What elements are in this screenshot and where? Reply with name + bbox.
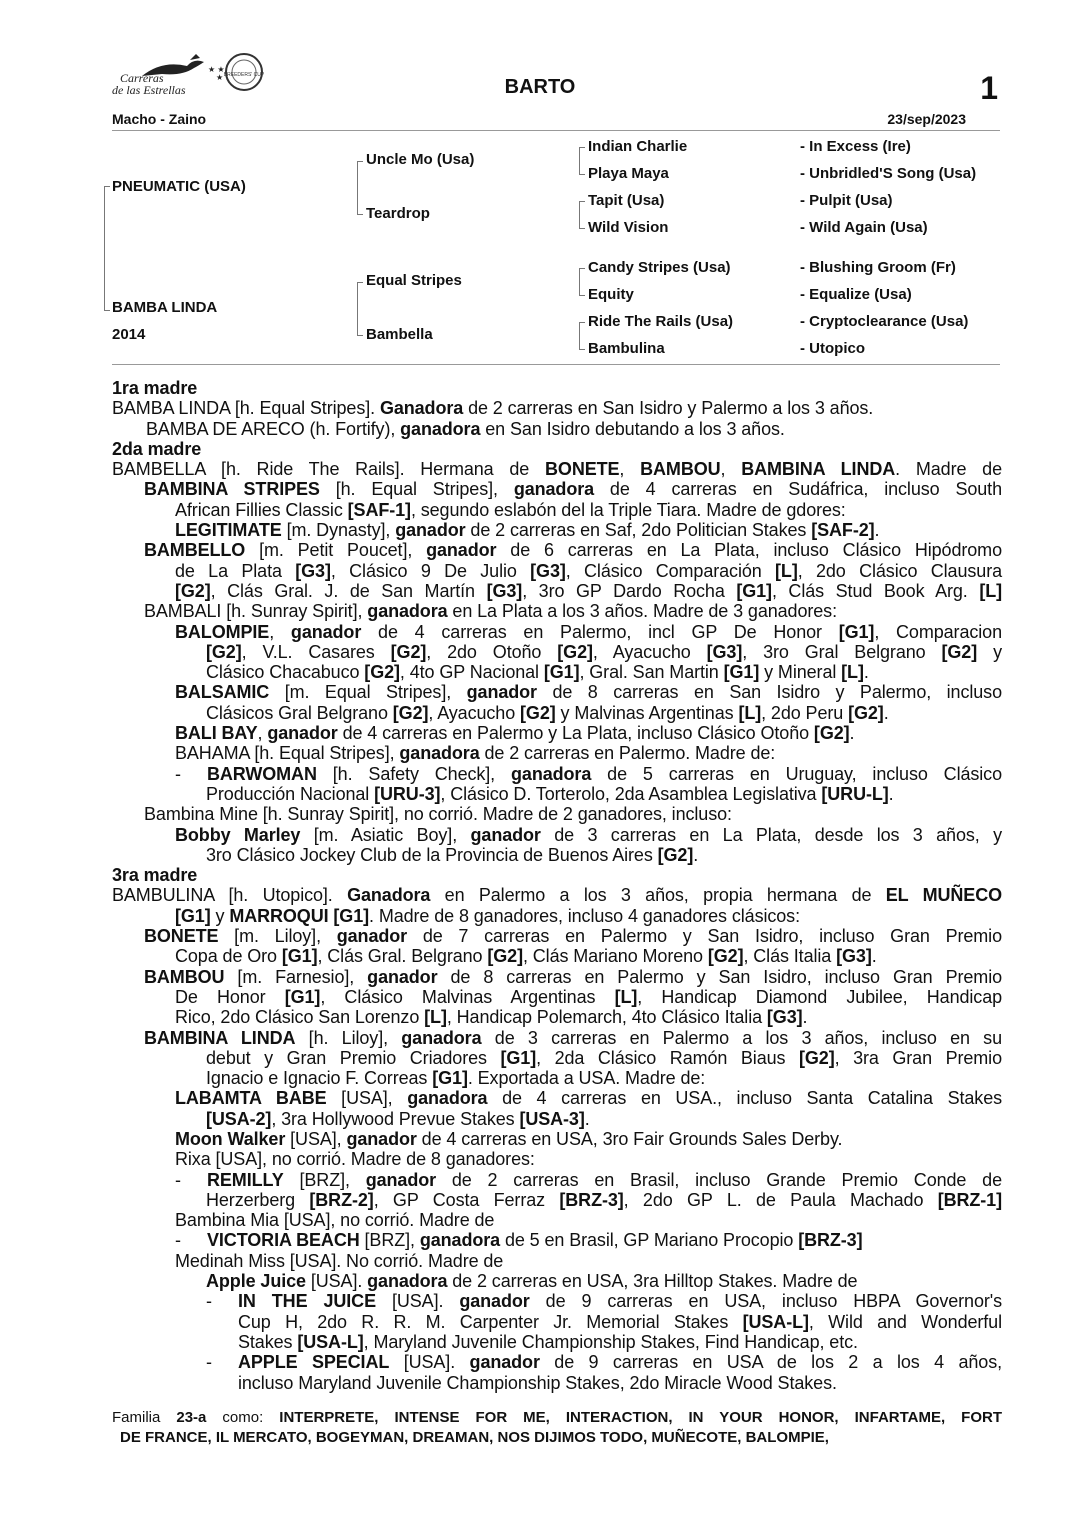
gen4-ancestor: - In Excess (Ire) (800, 138, 911, 155)
paragraph: Apple Juice [USA]. ganadora de 2 carreras en USA, 3ra Hilltop Stakes. Madre de (206, 1271, 858, 1292)
pedigree-bracket (357, 161, 358, 214)
family-line-2: DE FRANCE, IL MERCATO, BOGEYMAN, DREAMAN, NOS DIJIMOS TODO, MUÑECOTE, BALOMPIE, (120, 1429, 829, 1446)
family-line (112, 1408, 1002, 1448)
paragraph: - BARWOMAN [h. Safety Check], ganadora de 5 carreras en Uruguay, incluso Clásico (175, 763, 1002, 784)
sire-sire: Uncle Mo (Usa) (366, 151, 475, 168)
paragraph: Bobby Marley [m. Asiatic Boy], ganador de 3 carreras en La Plata, desde los 3 años, y (175, 824, 1002, 845)
paragraph: 3ro Clásico Jockey Club de la Provincia de Buenos Aires [G2]. (206, 844, 699, 865)
sex-color: Macho - Zaino (112, 111, 207, 127)
paragraph: BALI BAY, ganador de 4 carreras en Palermo y La Plata, incluso Clásico Otoño [G2]. (175, 723, 855, 744)
paragraph: Producción Nacional [URU-3], Clásico D. Torterolo, 2da Asamblea Legislativa [URU-L]. (206, 783, 894, 804)
paragraph: BAHAMA [h. Equal Stripes], ganadora de 2 carreras en Palermo. Madre de: (175, 743, 776, 764)
paragraph: Stakes [USA-L], Maryland Juvenile Championship Stakes, Find Handicap, etc. (238, 1331, 858, 1352)
dam: BAMBA LINDA (112, 299, 218, 316)
sale-date: 23/sep/2023 (887, 111, 966, 127)
gen3-ancestor: Tapit (Usa) (588, 192, 665, 209)
paragraph: BAMBELLO [m. Petit Poucet], ganador de 6 carreras en La Plata, incluso Clásico Hipódromo (144, 540, 1002, 561)
paragraph: - VICTORIA BEACH [BRZ], ganadora de 5 en Brasil, GP Mariano Procopio [BRZ-3] (175, 1230, 863, 1251)
paragraph: Rixa [USA], no corrió. Madre de 8 ganadores: (175, 1149, 535, 1170)
paragraph: - IN THE JUICE [USA]. ganador de 9 carreras en USA, incluso HBPA Governor's (206, 1291, 1002, 1312)
paragraph: - REMILLY [BRZ], ganador de 2 carreras en Brasil, incluso Grande Premio Conde de (175, 1169, 1002, 1190)
paragraph: African Fillies Classic [SAF-1], segundo eslabón del la Triple Tiara. Madre de gdores: (175, 499, 846, 520)
lot-number: 1 (980, 70, 998, 106)
paragraph: BAMBULINA [h. Utopico]. Ganadora en Palermo a los 3 años, propia hermana de EL MUÑECO (112, 885, 1003, 906)
paragraph: - APPLE SPECIAL [USA]. ganador de 9 carreras en USA de los 2 a los 4 años, (206, 1352, 1003, 1373)
paragraph: BAMBINA STRIPES [h. Equal Stripes], ganadora de 4 carreras en Sudáfrica, incluso South (144, 479, 1002, 500)
paragraph: [G2], Clás Gral. J. de San Martín [G3], 3ro GP Dardo Rocha [G1], Clás Stud Book Arg. [L] (175, 580, 1002, 601)
paragraph: LABAMTA BABE [USA], ganadora de 4 carreras en USA., incluso Santa Catalina Stakes (175, 1088, 1003, 1109)
paragraph: Copa de Oro [G1], Clás Gral. Belgrano [G2], Clás Mariano Moreno [G2], Clás Italia [G3]. (175, 946, 877, 967)
paragraph: [G2], V.L. Casares [G2], 2do Otoño [G2], Ayacucho [G3], 3ro Gral Belgrano [G2] y (206, 641, 1002, 662)
paragraph: Clásicos Gral Belgrano [G2], Ayacucho [G2] y Malvinas Argentinas [L], 2do Peru [G2]. (206, 702, 889, 723)
pedigree-bracket (104, 186, 105, 310)
female-family-text (112, 378, 1002, 1393)
family-line-1: Familia 23-a como: INTERPRETE, INTENSE FOR ME, INTERACTION, IN YOUR HONOR, INFARTAME, FORT (112, 1409, 1002, 1426)
paragraph: LEGITIMATE [m. Dynasty], ganador de 2 carreras en Saf, 2do Politician Stakes [SAF-2]. (175, 520, 880, 541)
dam-dam: Bambella (366, 326, 433, 343)
gen3-ancestor: Wild Vision (588, 219, 669, 236)
paragraph: BONETE [m. Liloy], ganador de 7 carreras en Palermo y San Isidro, incluso Gran Premio (144, 926, 1002, 947)
paragraph: Bambina Mine [h. Sunray Spirit], no corrió. Madre de 2 ganadores, incluso: (144, 804, 732, 825)
paragraph: De Honor [G1], Clásico Malvinas Argentinas [L], Handicap Diamond Jubilee, Handicap (175, 986, 1003, 1007)
paragraph: BAMBINA LINDA [h. Liloy], ganadora de 3 carreras en Palermo a los 3 años, incluso en su (144, 1027, 1002, 1048)
gen3-ancestor: Equity (588, 286, 634, 303)
logo-text: Carreras de las Estrellas (112, 71, 186, 97)
paragraph: [G1] y MARROQUI [G1]. Madre de 8 ganadores, incluso 4 ganadores clásicos: (175, 905, 800, 926)
sire-dam: Teardrop (366, 205, 430, 222)
paragraph: Moon Walker [USA], ganador de 4 carreras en USA, 3ro Fair Grounds Sales Derby. (175, 1128, 843, 1149)
paragraph: BALSAMIC [m. Equal Stripes], ganador de 8 carreras en San Isidro y Palermo, incluso (175, 682, 1002, 703)
sire: PNEUMATIC (USA) (112, 178, 246, 195)
dam-year: 2014 (112, 326, 146, 343)
svg-text:★: ★ (216, 73, 224, 82)
section-heading: 1ra madre (112, 378, 198, 398)
gen3-ancestor: Ride The Rails (Usa) (588, 313, 734, 330)
paragraph: de La Plata [G3], Clásico 9 De Julio [G3], Clásico Comparación [L], 2do Clásico Clausura (175, 560, 1002, 581)
paragraph: Clásico Chacabuco [G2], 4to GP Nacional [G1], Gral. San Martin [G1] y Mineral [L]. (206, 662, 869, 683)
paragraph: BAMBA LINDA [h. Equal Stripes]. Ganadora de 2 carreras en San Isidro y Palermo a los 3 años. (112, 398, 874, 419)
paragraph: BAMBALI [h. Sunray Spirit], ganadora en La Plata a los 3 años. Madre de 3 ganadores: (144, 601, 837, 622)
paragraph: incluso Maryland Juvenile Championship Stakes, 2do Miracle Wood Stakes. (238, 1372, 837, 1393)
paragraph: Medinah Miss [USA]. No corrió. Madre de (175, 1250, 504, 1271)
paragraph: BAMBA DE ARECO (h. Fortify), ganadora en San Isidro debutando a los 3 años. (146, 418, 785, 439)
horse-name: BARTO (504, 76, 576, 98)
divider (112, 364, 1000, 365)
pedigree-bracket (357, 282, 358, 335)
gen4-ancestor: - Utopico (800, 340, 865, 357)
divider (112, 130, 1000, 131)
paragraph: Bambina Mia [USA], no corrió. Madre de (175, 1210, 495, 1231)
paragraph: Herzerberg [BRZ-2], GP Costa Ferraz [BRZ-3], 2do GP L. de Paula Machado [BRZ-1] (206, 1189, 1002, 1210)
svg-text:★ ★: ★ ★ (208, 65, 225, 74)
gen3-ancestor: Playa Maya (588, 165, 669, 182)
gen3-ancestor: Bambulina (588, 340, 665, 357)
gen4-ancestor: - Pulpit (Usa) (800, 192, 893, 209)
gen3-ancestor: Candy Stripes (Usa) (588, 259, 731, 276)
section-heading: 3ra madre (112, 865, 198, 886)
gen4-ancestor: - Blushing Groom (Fr) (800, 259, 956, 276)
paragraph: BAMBELLA [h. Ride The Rails]. Hermana de BONETE, BAMBOU, BAMBINA LINDA. Madre de (112, 459, 1002, 480)
paragraph: debut y Gran Premio Criadores [G1], 2da Clásico Ramón Biaus [G2], 3ra Gran Premio (206, 1047, 1002, 1068)
paragraph: Ignacio e Ignacio F. Correas [G1]. Exportada a USA. Madre de: (206, 1068, 706, 1089)
gen4-ancestor: - Cryptoclearance (Usa) (800, 313, 969, 330)
paragraph: [USA-2], 3ra Hollywood Prevue Stakes [USA-3]. (206, 1108, 590, 1129)
paragraph: BAMBOU [m. Farnesio], ganador de 8 carreras en Palermo y San Isidro, incluso Gran Premio (144, 966, 1002, 987)
svg-text:BREEDERS' CUP: BREEDERS' CUP (224, 72, 264, 78)
paragraph: Rico, 2do Clásico San Lorenzo [L], Handicap Polemarch, 4to Clásico Italia [G3]. (175, 1007, 808, 1028)
gen4-ancestor: - Unbridled'S Song (Usa) (800, 165, 977, 182)
paragraph: Cup H, 2do R. R. M. Carpenter Jr. Memorial Stakes [USA-L], Wild and Wonderful (238, 1311, 1002, 1332)
section-heading: 2da madre (112, 438, 202, 459)
paragraph: BALOMPIE, ganador de 4 carreras en Palermo, incl GP De Honor [G1], Comparacion (175, 621, 1002, 642)
dam-sire: Equal Stripes (366, 272, 462, 289)
gen4-ancestor: - Equalize (Usa) (800, 286, 912, 303)
gen4-ancestor: - Wild Again (Usa) (800, 219, 928, 236)
gen3-ancestor: Indian Charlie (588, 138, 688, 155)
